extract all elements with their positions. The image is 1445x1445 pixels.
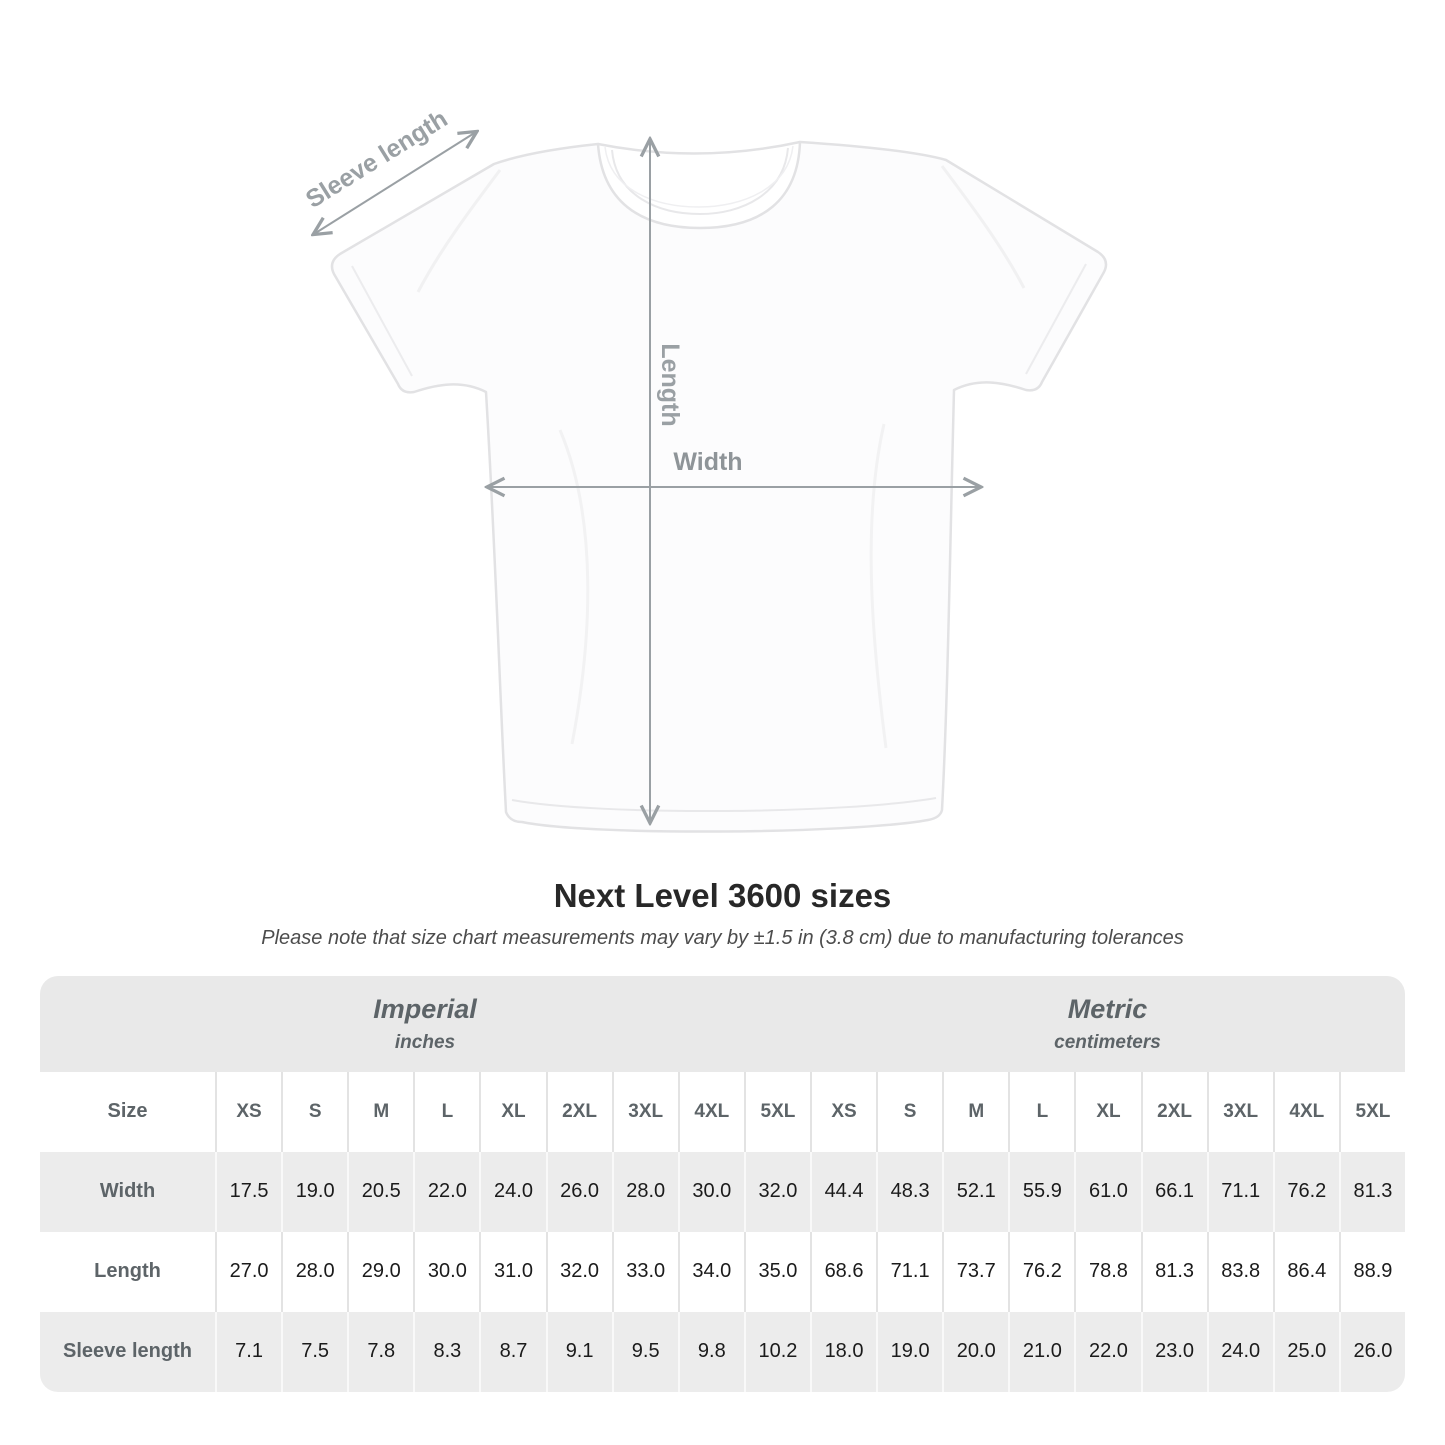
measurement-value: 86.4 bbox=[1273, 1232, 1339, 1312]
measurement-value: 9.1 bbox=[546, 1312, 612, 1392]
size-header-cell: 5XL bbox=[744, 1072, 810, 1152]
measurement-value: 30.0 bbox=[678, 1152, 744, 1232]
measurement-value: 83.8 bbox=[1207, 1232, 1273, 1312]
size-header-cell: L bbox=[413, 1072, 479, 1152]
measurement-value: 26.0 bbox=[1339, 1312, 1405, 1392]
measurement-value: 34.0 bbox=[678, 1232, 744, 1312]
measurement-value: 35.0 bbox=[744, 1232, 810, 1312]
measurement-value: 7.5 bbox=[281, 1312, 347, 1392]
measurement-value: 8.7 bbox=[479, 1312, 545, 1392]
size-header-cell: XL bbox=[1074, 1072, 1140, 1152]
measurement-value: 71.1 bbox=[1207, 1152, 1273, 1232]
size-header-cell: S bbox=[281, 1072, 347, 1152]
measurement-value: 52.1 bbox=[942, 1152, 1008, 1232]
measurement-value: 28.0 bbox=[612, 1152, 678, 1232]
measurement-value: 21.0 bbox=[1008, 1312, 1074, 1392]
measurement-value: 9.8 bbox=[678, 1312, 744, 1392]
measurement-row-label: Length bbox=[40, 1232, 215, 1312]
measurement-value: 20.5 bbox=[347, 1152, 413, 1232]
sleeve-length-label: Sleeve length bbox=[301, 104, 453, 214]
measurement-value: 24.0 bbox=[479, 1152, 545, 1232]
measurement-value: 32.0 bbox=[744, 1152, 810, 1232]
measurement-value: 78.8 bbox=[1074, 1232, 1140, 1312]
measurement-value: 71.1 bbox=[876, 1232, 942, 1312]
unit-header-row bbox=[40, 976, 1405, 1072]
measurement-value: 25.0 bbox=[1273, 1312, 1339, 1392]
measurement-value: 9.5 bbox=[612, 1312, 678, 1392]
size-header-cell: M bbox=[942, 1072, 1008, 1152]
measurement-value: 22.0 bbox=[413, 1152, 479, 1232]
measurement-value: 76.2 bbox=[1273, 1152, 1339, 1232]
size-header-cell: 5XL bbox=[1339, 1072, 1405, 1152]
measurement-value: 81.3 bbox=[1339, 1152, 1405, 1232]
measurement-value: 66.1 bbox=[1141, 1152, 1207, 1232]
measurement-value: 33.0 bbox=[612, 1232, 678, 1312]
measurement-value: 55.9 bbox=[1008, 1152, 1074, 1232]
tshirt-collar-inner-seam bbox=[605, 146, 793, 207]
measurement-row-label: Sleeve length bbox=[40, 1312, 215, 1392]
tolerance-note: Please note that size chart measurements may vary by ±1.5 in (3.8 cm) due to manufacturing tolerances bbox=[261, 926, 1184, 949]
measurement-value: 26.0 bbox=[546, 1152, 612, 1232]
size-header-cell: L bbox=[1008, 1072, 1074, 1152]
metric-subtitle: centimeters bbox=[1054, 1031, 1161, 1053]
size-header-cell: S bbox=[876, 1072, 942, 1152]
measurement-value: 18.0 bbox=[810, 1312, 876, 1392]
size-header-cell: 4XL bbox=[1273, 1072, 1339, 1152]
metric-header bbox=[810, 976, 1405, 1072]
measurement-value: 30.0 bbox=[413, 1232, 479, 1312]
size-table-wrapper bbox=[40, 976, 1405, 1392]
measurement-value: 27.0 bbox=[215, 1232, 281, 1312]
measurement-value: 17.5 bbox=[215, 1152, 281, 1232]
tshirt-collar bbox=[598, 142, 800, 154]
measurement-value: 81.3 bbox=[1141, 1232, 1207, 1312]
measurement-value: 23.0 bbox=[1141, 1312, 1207, 1392]
imperial-subtitle: inches bbox=[394, 1031, 456, 1053]
measurement-value: 29.0 bbox=[347, 1232, 413, 1312]
size-column-header: Size bbox=[40, 1072, 215, 1152]
size-header-cell: 2XL bbox=[546, 1072, 612, 1152]
size-header-cell: XS bbox=[810, 1072, 876, 1152]
measurement-value: 61.0 bbox=[1074, 1152, 1140, 1232]
measurement-value: 48.3 bbox=[876, 1152, 942, 1232]
measurement-value: 7.8 bbox=[347, 1312, 413, 1392]
page-title: Next Level 3600 sizes bbox=[553, 877, 892, 914]
size-header-row bbox=[40, 1072, 1405, 1152]
measurement-value: 8.3 bbox=[413, 1312, 479, 1392]
measurement-value: 19.0 bbox=[281, 1152, 347, 1232]
measurement-value: 88.9 bbox=[1339, 1232, 1405, 1312]
measurement-value: 28.0 bbox=[281, 1232, 347, 1312]
measurement-row-label: Width bbox=[40, 1152, 215, 1232]
measurement-value: 44.4 bbox=[810, 1152, 876, 1232]
size-header-cell: XL bbox=[479, 1072, 545, 1152]
measurement-value: 19.0 bbox=[876, 1312, 942, 1392]
measurement-value: 10.2 bbox=[744, 1312, 810, 1392]
tshirt-collar-seam bbox=[612, 148, 788, 214]
size-header-cell: 3XL bbox=[1207, 1072, 1273, 1152]
measurement-value: 68.6 bbox=[810, 1232, 876, 1312]
measurement-value: 24.0 bbox=[1207, 1312, 1273, 1392]
measurement-value: 73.7 bbox=[942, 1232, 1008, 1312]
measurement-value: 31.0 bbox=[479, 1232, 545, 1312]
size-header-cell: 4XL bbox=[678, 1072, 744, 1152]
imperial-header bbox=[40, 976, 810, 1072]
measurement-row bbox=[40, 1312, 1405, 1392]
measurement-value: 76.2 bbox=[1008, 1232, 1074, 1312]
measurement-value: 7.1 bbox=[215, 1312, 281, 1392]
size-header-cell: 2XL bbox=[1141, 1072, 1207, 1152]
measurement-value: 20.0 bbox=[942, 1312, 1008, 1392]
size-chart-table bbox=[40, 976, 1405, 1392]
measurement-value: 22.0 bbox=[1074, 1312, 1140, 1392]
length-label: Length bbox=[656, 343, 684, 427]
measurement-row bbox=[40, 1152, 1405, 1232]
imperial-title: Imperial bbox=[373, 993, 477, 1024]
measurement-value: 32.0 bbox=[546, 1232, 612, 1312]
size-header-cell: XS bbox=[215, 1072, 281, 1152]
size-header-cell: 3XL bbox=[612, 1072, 678, 1152]
size-header-cell: M bbox=[347, 1072, 413, 1152]
width-label: Width bbox=[673, 448, 743, 476]
metric-title: Metric bbox=[1067, 993, 1148, 1024]
measurement-row bbox=[40, 1232, 1405, 1312]
